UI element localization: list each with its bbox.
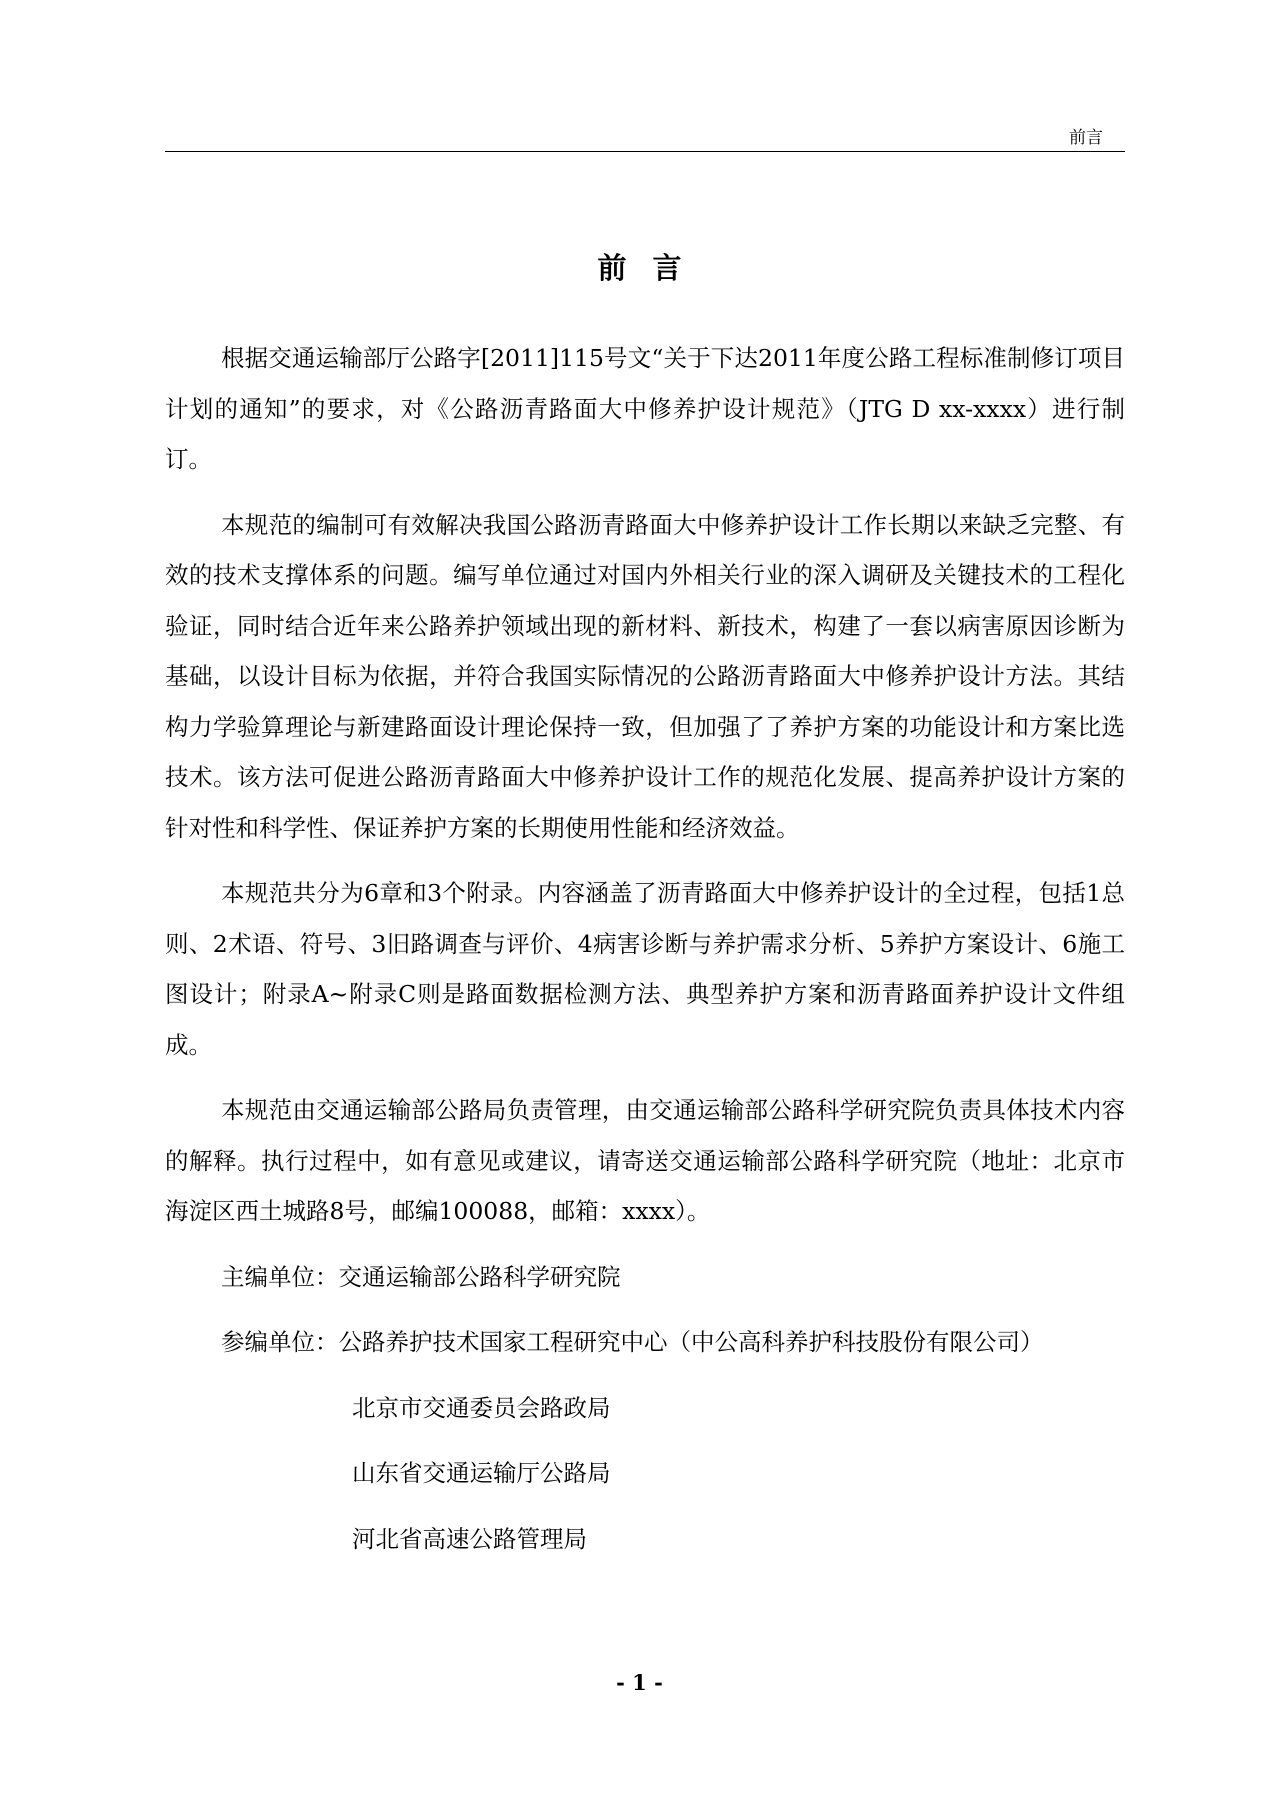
page-title: 前言 (597, 251, 708, 285)
page-number: - 1 - (616, 1670, 663, 1695)
participating-unit: 河北省高速公路管理局 (352, 1524, 587, 1553)
chief-editor-unit: 交通运输部公路科学研究院 (338, 1262, 621, 1291)
paragraph-structure: 本规范共分为6章和3个附录。内容涵盖了沥青路面大中修养护设计的全过程，包括1总则、2术语、符号、3旧路调查与评价、4病害诊断与养护需求分析、5养护方案设计、6施工图设计；附录A~附录C则是路面数据检测方法、典型养护方案和沥青路面养护设计文件组成。 (165, 879, 1125, 1059)
chief-editor-label: 主编单位： (221, 1262, 339, 1291)
participating-label: 参编单位： (221, 1328, 339, 1356)
participating-unit: 公路养护技术国家工程研究中心（中公高科养护科技股份有限公司） (338, 1328, 1044, 1356)
running-header (165, 121, 1125, 152)
document-body (165, 333, 1125, 1579)
paragraph-purpose: 本规范的编制可有效解决我国公路沥青路面大中修养护设计工作长期以来缺乏完整、有效的技术支撑体系的问题。编写单位通过对国内外相关行业的深入调研及关键技术的工程化验证，同时结合近年来公路养护领域出现的新材料、新技术，构建了一套以病害原因诊断为基础，以设计目标为依据，并符合我国实际情况的公路沥青路面大中修养护设计方法。其结构力学验算理论与新建路面设计理论保持一致，但加强了了养护方案的功能设计和方案比选技术。该方法可促进公路沥青路面大中修养护设计工作的规范化发展、提高养护设计方案的针对性和科学性、保证养护方案的长期使用性能和经济效益。 (165, 510, 1125, 842)
running-header-title: 前言 (1069, 128, 1103, 148)
chief-editor-line (165, 1252, 1125, 1303)
participating-unit: 山东省交通运输厅公路局 (352, 1459, 611, 1487)
paragraph-basis: 根据交通运输部厅公路字[2011]115号文“关于下达2011年度公路工程标准制修订项目计划的通知”的要求，对《公路沥青路面大中修养护设计规范》（JTG D xx-xxxx）进行制订。 (165, 344, 1125, 473)
paragraph-management: 本规范由交通运输部公路局负责管理，由交通运输部公路科学研究院负责具体技术内容的解释。执行过程中，如有意见或建议，请寄送交通运输部公路科学研究院（地址：北京市海淀区西土城路8号，邮编100088，邮箱：xxxx）。 (165, 1096, 1125, 1225)
participating-unit: 北京市交通委员会路政局 (352, 1393, 611, 1422)
participating-line (165, 1317, 1125, 1368)
